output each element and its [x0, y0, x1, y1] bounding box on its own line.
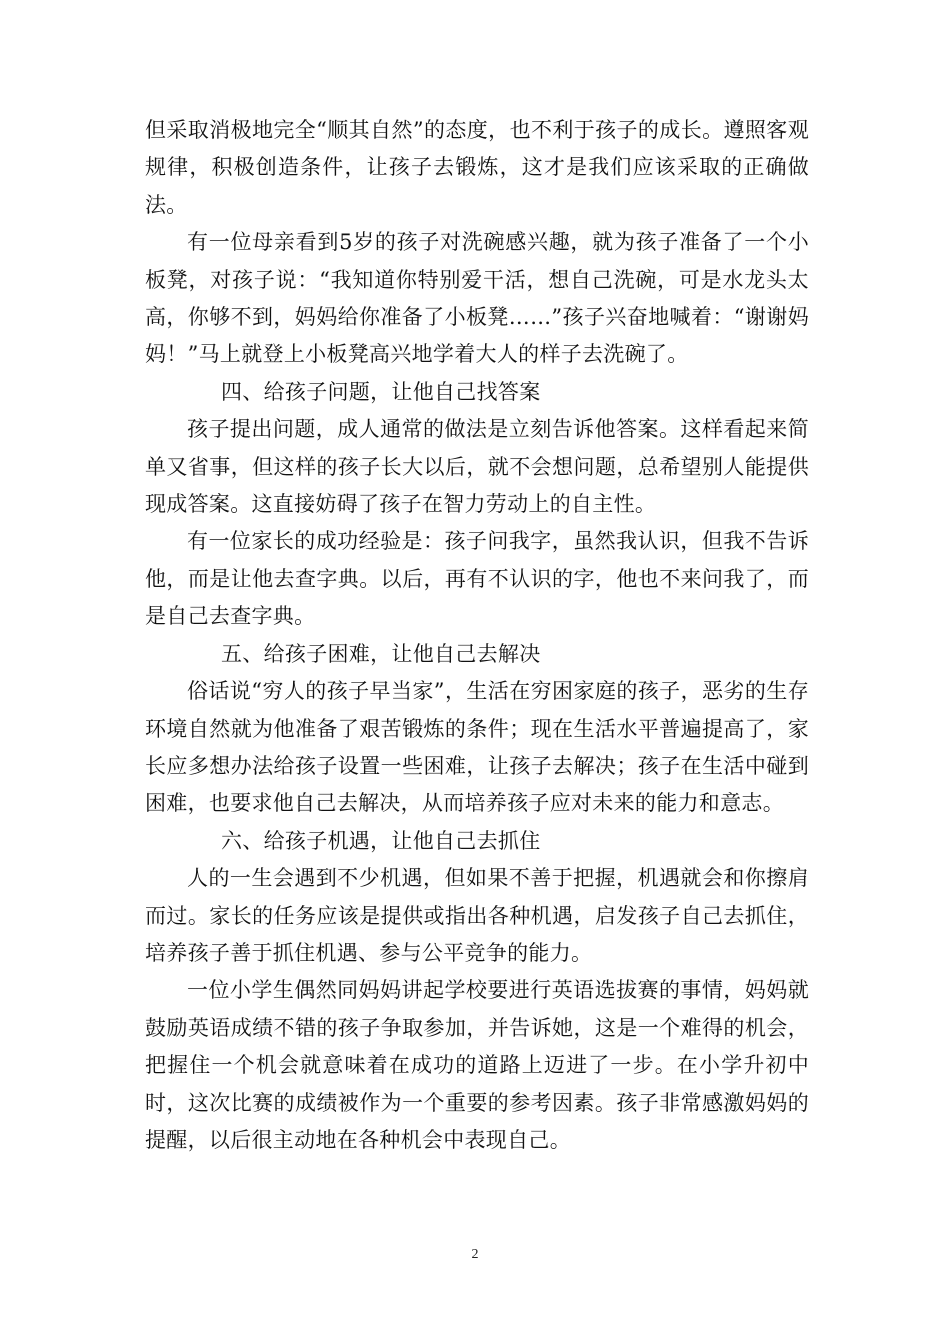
paragraph: 孩子提出问题，成人通常的做法是立刻告诉他答案。这样看起来简单又省事，但这样的孩子长大以后，就不会想问题，总希望别人能提供现成答案。这直接妨碍了孩子在智力劳动上的自主性。: [145, 417, 809, 517]
body-text: [145, 112, 809, 1159]
paragraph: 人的一生会遇到不少机遇，但如果不善于把握，机遇就会和你擦肩而过。家长的任务应该是提供或指出各种机遇，启发孩子自己去抓住，培养孩子善于抓住机遇、参与公平竞争的能力。: [145, 866, 809, 965]
paragraph: 一位小学生偶然同妈妈讲起学校要进行英语选拔赛的事情，妈妈就鼓励英语成绩不错的孩子争取参加，并告诉她，这是一个难得的机会，把握住一个机会就意味着在成功的道路上迈进了一步。在小学升初中时，这次比赛的成绩被作为一个重要的参考因素。孩子非常感激妈妈的提醒，以后很主动地在各种机会中表现自己。: [145, 978, 809, 1152]
section-heading: 四、给孩子问题，让他自己找答案: [221, 379, 541, 404]
page-number: 2: [471, 1247, 479, 1262]
section-heading: 五、给孩子困难，让他自己去解决: [221, 641, 541, 666]
paragraph: 有一位母亲看到5岁的孩子对洗碗感兴趣，就为孩子准备了一个小板凳，对孩子说：“我知道你特别爱干活，想自己洗碗，可是水龙头太高，你够不到，妈妈给你准备了小板凳……”孩子兴奋地喊着：“谢谢妈妈！”马上就登上小板凳高兴地学着大人的样子去洗碗了。: [145, 230, 809, 367]
paragraph: 有一位家长的成功经验是：孩子问我字，虽然我认识，但我不告诉他，而是让他去查字典。以后，再有不认识的字，他也不来问我了，而是自己去查字典。: [145, 529, 809, 629]
section-heading: 六、给孩子机遇，让他自己去抓住: [221, 828, 541, 853]
paragraph: 但采取消极地完全“顺其自然”的态度，也不利于孩子的成长。遵照客观规律，积极创造条件，让孩子去锻炼，这才是我们应该采取的正确做法。: [145, 118, 809, 217]
paragraph: 俗话说“穷人的孩子早当家”，生活在穷困家庭的孩子，恶劣的生存环境自然就为他准备了艰苦锻炼的条件；现在生活水平普遍提高了，家长应多想办法给孩子设置一些困难，让孩子去解决；孩子在生活中碰到困难，也要求他自己去解决，从而培养孩子应对未来的能力和意志。: [145, 679, 809, 816]
